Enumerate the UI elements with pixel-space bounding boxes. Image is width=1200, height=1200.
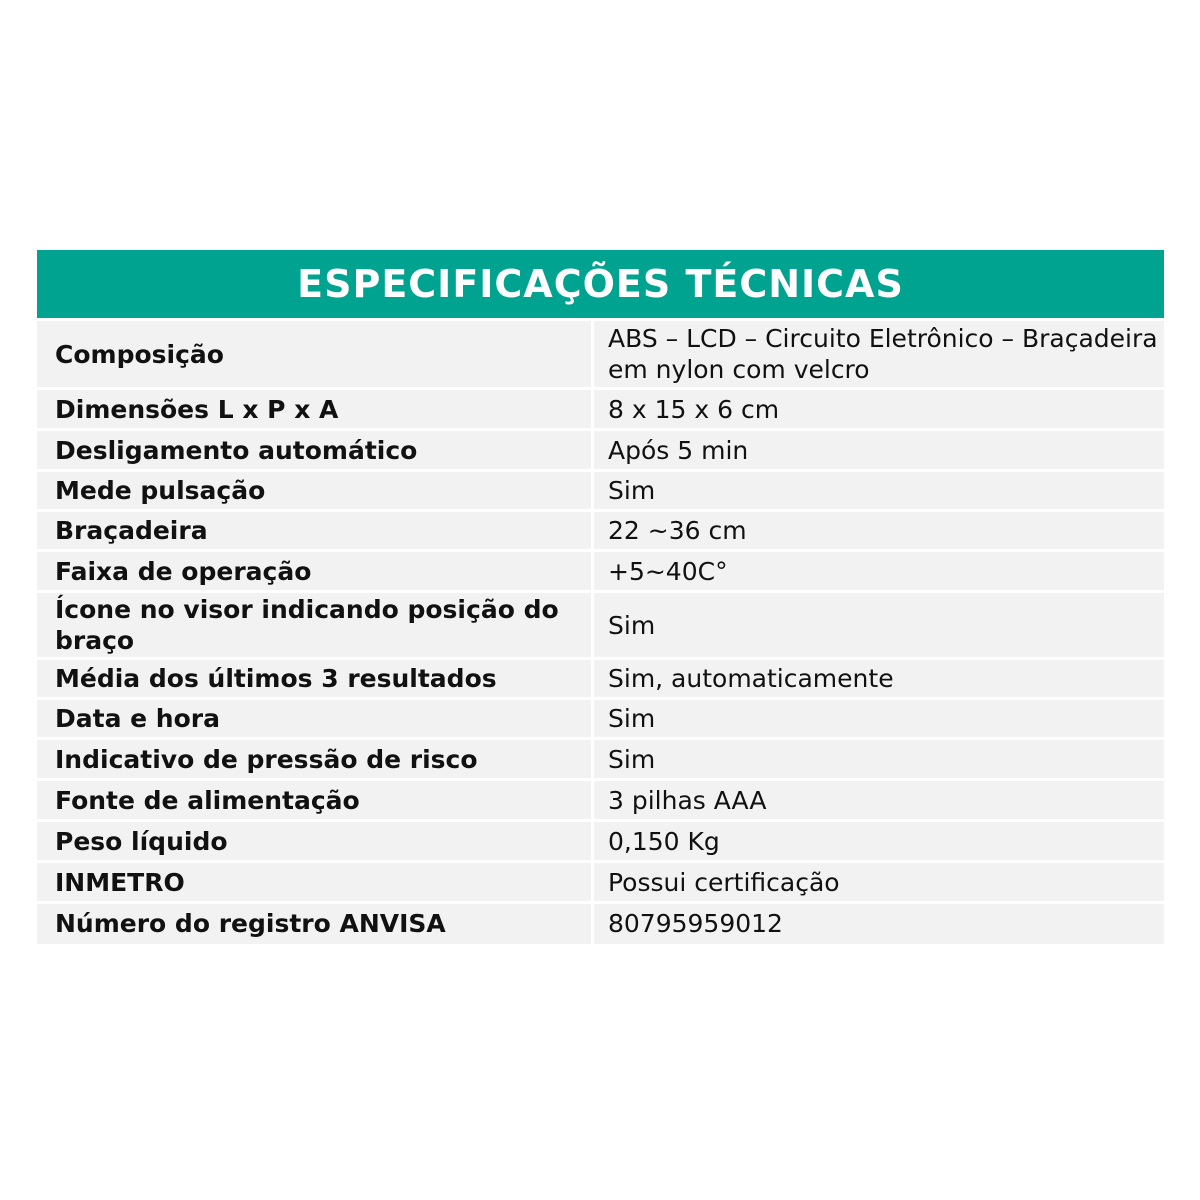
spec-value: Sim xyxy=(593,699,1165,739)
table-row xyxy=(37,389,1164,430)
table-row xyxy=(37,659,1164,699)
spec-panel xyxy=(37,250,1164,944)
spec-value: 80795959012 xyxy=(593,903,1165,944)
spec-label: Fonte de alimentação xyxy=(37,780,593,821)
table-row xyxy=(37,862,1164,903)
table-row xyxy=(37,780,1164,821)
spec-label: Número do registro ANVISA xyxy=(37,903,593,944)
spec-label: Desligamento automático xyxy=(37,430,593,471)
spec-label: Peso líquido xyxy=(37,821,593,862)
spec-label: INMETRO xyxy=(37,862,593,903)
spec-label: Média dos últimos 3 resultados xyxy=(37,659,593,699)
table-row xyxy=(37,699,1164,739)
spec-label: Composição xyxy=(37,320,593,389)
spec-value: Sim xyxy=(593,739,1165,780)
spec-value: Sim, automaticamente xyxy=(593,659,1165,699)
spec-value: 0,150 Kg xyxy=(593,821,1165,862)
spec-value: Após 5 min xyxy=(593,430,1165,471)
spec-value: 3 pilhas AAA xyxy=(593,780,1165,821)
spec-value: ABS – LCD – Circuito Eletrônico – Braçadeira em nylon com velcro xyxy=(593,320,1165,389)
spec-value: 8 x 15 x 6 cm xyxy=(593,389,1165,430)
spec-label: Faixa de operação xyxy=(37,551,593,592)
spec-label: Braçadeira xyxy=(37,511,593,551)
spec-value: Sim xyxy=(593,592,1165,659)
table-row xyxy=(37,821,1164,862)
table-row xyxy=(37,320,1164,389)
spec-header xyxy=(37,250,1164,318)
table-row xyxy=(37,511,1164,551)
spec-value: Possui certificação xyxy=(593,862,1165,903)
table-row xyxy=(37,471,1164,511)
table-row xyxy=(37,903,1164,944)
spec-label: Dimensões L x P x A xyxy=(37,389,593,430)
spec-label: Data e hora xyxy=(37,699,593,739)
spec-title: ESPECIFICAÇÕES TÉCNICAS xyxy=(297,262,904,306)
spec-value: 22 ~36 cm xyxy=(593,511,1165,551)
spec-value: Sim xyxy=(593,471,1165,511)
spec-label: Ícone no visor indicando posição do braço xyxy=(37,592,593,659)
table-row xyxy=(37,430,1164,471)
spec-value: +5~40C° xyxy=(593,551,1165,592)
table-row xyxy=(37,592,1164,659)
table-row xyxy=(37,551,1164,592)
table-row xyxy=(37,739,1164,780)
spec-label: Indicativo de pressão de risco xyxy=(37,739,593,780)
spec-label: Mede pulsação xyxy=(37,471,593,511)
spec-table xyxy=(37,318,1164,944)
